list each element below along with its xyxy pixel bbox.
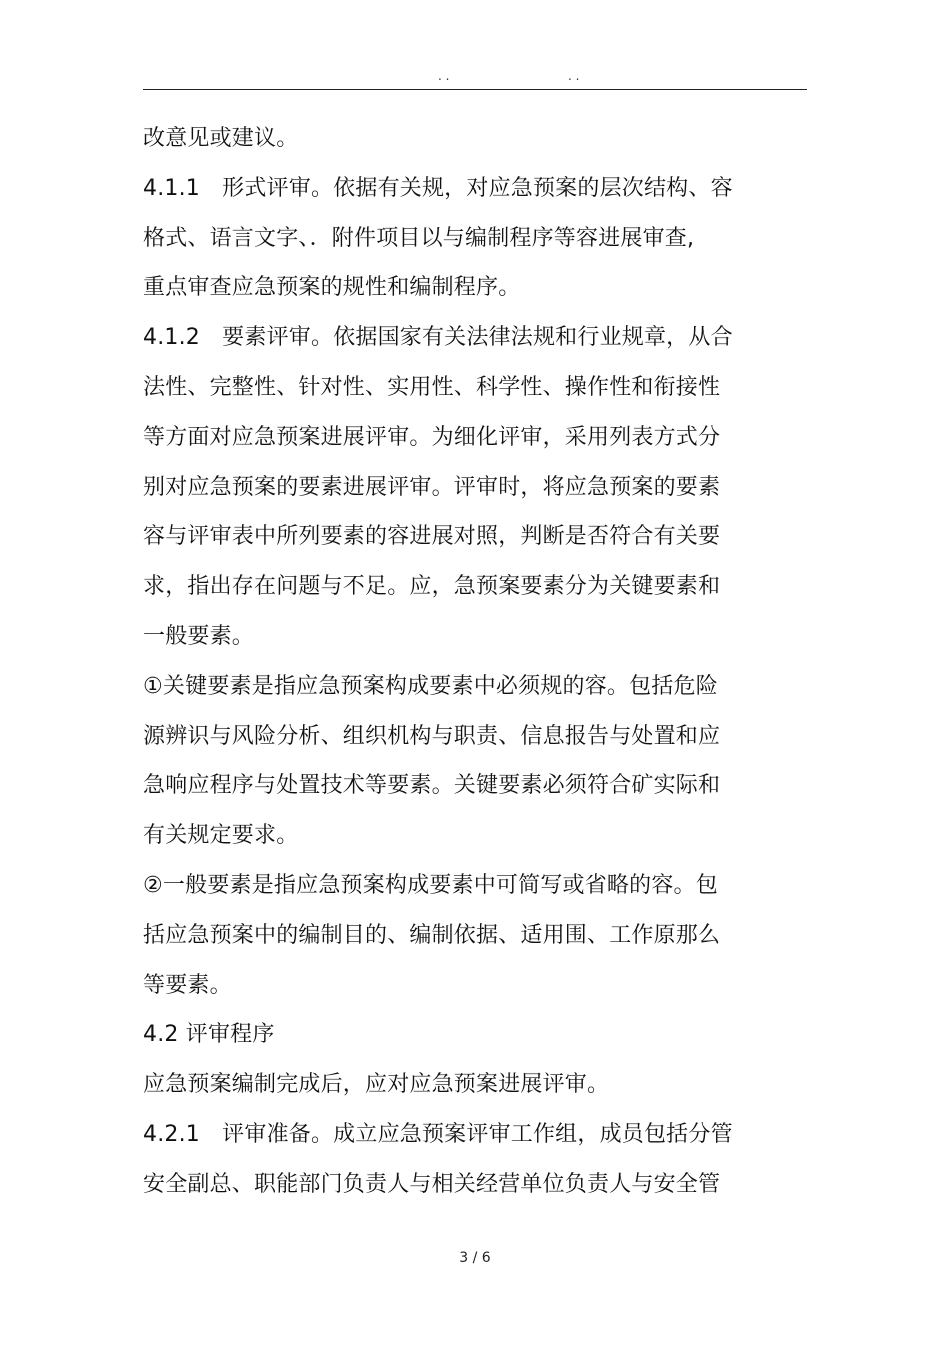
text-line: 等要素。 [143,972,232,998]
header-mark-left: . . [438,69,450,83]
text-line: 重点审查应急预案的规性和编制程序。 [143,275,521,301]
text-line: 安全副总、职能部门负责人与相关经营单位负责人与安全管 [143,1171,721,1197]
text-line: 容与评审表中所列要素的容进展对照，判断是否符合有关要 [143,524,721,550]
text-line: 等方面对应急预案进展评审。为细化评审，采用列表方式分 [143,424,721,450]
page-number: 3 / 6 [459,1250,491,1266]
text-line: 有关规定要求。 [143,823,299,849]
text-line: 一般要素。 [143,623,255,649]
text-line: 法性、完整性、针对性、实用性、科学性、操作性和衔接性 [143,374,721,400]
text-line: ②一般要素是指应急预案构成要素中可简写或省略的容。包 [143,872,718,898]
text-line: 4.1.1 形式评审。依据有关规，对应急预案的层次结构、容 [143,175,733,201]
text-line: 源辨识与风险分析、组织机构与职责、信息报告与处置和应 [143,723,721,749]
text-line: 求，指出存在问题与不足。应，急预案要素分为关键要素和 [143,574,721,600]
page-header [0,70,950,90]
section-heading: 4.2 评审程序 [143,1022,275,1048]
text-line: 别对应急预案的要素进展评审。评审时，将应急预案的要素 [143,474,721,500]
text-line: ①关键要素是指应急预案构成要素中必须规的容。包括危险 [143,673,718,699]
document-body [143,114,783,1210]
header-mark-right: . . [568,69,580,83]
text-line: 应急预案编制完成后，应对应急预案进展评审。 [143,1072,610,1098]
text-line: 括应急预案中的编制目的、编制依据、适用围、工作原那么 [143,922,721,948]
text-line: 4.1.2 要素评审。依据国家有关法律法规和行业规章，从合 [143,325,733,351]
header-rule [143,89,807,90]
text-line: 格式、语言文字、．附件项目以与编制程序等容进展审查, [143,225,695,251]
text-line: 改意见或建议。 [143,126,299,151]
text-line: 4.2.1 评审准备。成立应急预案评审工作组，成员包括分管 [143,1121,733,1147]
text-line: 急响应程序与处置技术等要素。关键要素必须符合矿实际和 [143,773,721,799]
